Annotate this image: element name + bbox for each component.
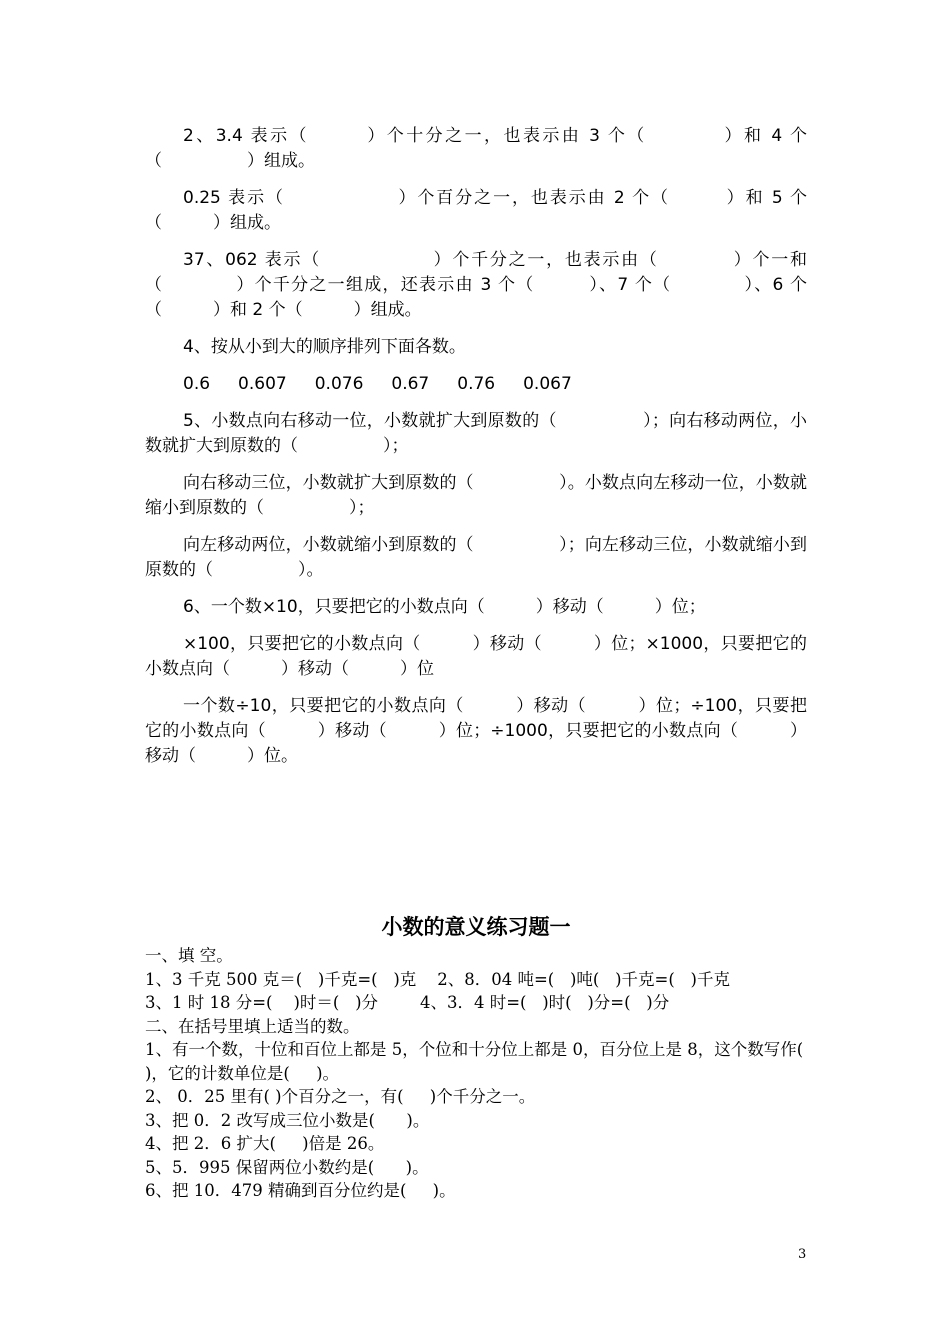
number-item: 0.607: [238, 374, 287, 394]
number-item: 0.67: [391, 374, 430, 394]
exercise-line: 2、 0．25 里有( )个百分之一，有( )个千分之一。: [145, 1087, 536, 1106]
number-item: 0.076: [314, 374, 364, 394]
exercise-line: 1、有一个数，十位和百位上都是 5，个位和十分位上都是 0，百分位上是 8，这个数写作( )，它的计数单位是( )。: [145, 1040, 825, 1083]
paragraph-multiply-100: ×100，只要把它的小数点向（ ）移动（ ）位；×1000，只要把它的小数点向（ ）移动（ ）位: [145, 634, 807, 679]
paragraph-move-right-three: 向右移动三位，小数就扩大到原数的（ ）。小数点向左移动一位，小数就缩小到原数的（ ）；: [145, 473, 807, 518]
exercise-line: 3、把 0．2 改写成三位小数是( )。: [145, 1110, 430, 1130]
exercise-title: 小数的意义练习题一: [381, 914, 571, 939]
question-5-move-right: 5、小数点向右移动一位，小数就扩大到原数的（ ）；向右移动两位，小数就扩大到原数的（ ）；: [145, 411, 807, 456]
exercise-line: 二、在括号里填上适当的数。: [145, 1016, 360, 1036]
upper-section: [145, 124, 807, 781]
paragraph-decimal-0-25: 0.25 表示（ ）个百分之一，也表示由 2 个（ ）和 5 个（ ）组成。: [145, 188, 807, 233]
exercise-section: [145, 912, 825, 1203]
exercise-line: 一、填 空。: [145, 946, 233, 965]
paragraph-decimal-37-062: 37、062 表示（ ）个千分之一，也表示由（ ）个一和（ ）个千分之一组成，还表示由 3 个（ ）、7 个（ ）、6 个（ ）和 2 个（ ）组成。: [145, 250, 807, 320]
page-number: 3: [798, 1247, 807, 1262]
question-4-ordering: 4、按从小到大的顺序排列下面各数。: [183, 337, 466, 357]
paragraph-move-left-two: 向左移动两位，小数就缩小到原数的（ ）；向左移动三位，小数就缩小到原数的（ ）。: [145, 535, 807, 580]
exercise-line: 6、把 10．479 精确到百分位约是( )。: [145, 1181, 456, 1200]
question-6-multiply-10: 6、一个数×10，只要把它的小数点向（ ）移动（ ）位；: [183, 597, 706, 617]
paragraph-decimal-3-4: 2、3.4 表示（ ）个十分之一，也表示由 3 个（ ）和 4 个（ ）组成。: [145, 126, 807, 171]
exercise-line: 1、3 千克 500 克＝( )千克=( )克 2、8．04 吨=( )吨( )千克=( )千克: [145, 969, 730, 989]
number-item: 0.067: [523, 374, 572, 394]
paragraph-divide: 一个数÷10，只要把它的小数点向（ ）移动（ ）位；÷100，只要把它的小数点向（ ）移动（ ）位；÷1000，只要把它的小数点向（ ）移动（ ）位。: [145, 696, 807, 766]
exercise-line: 3、1 时 18 分=( )时＝( )分 4、3．4 时=( )时( )分=( )分: [145, 993, 670, 1012]
exercise-line: 5、5．995 保留两位小数约是( )。: [145, 1157, 429, 1177]
number-item: 0.76: [457, 374, 496, 394]
exercise-line: 4、把 2．6 扩大( )倍是 26。: [145, 1134, 385, 1153]
number-item: 0.6: [183, 374, 211, 394]
number-list: [145, 372, 807, 397]
